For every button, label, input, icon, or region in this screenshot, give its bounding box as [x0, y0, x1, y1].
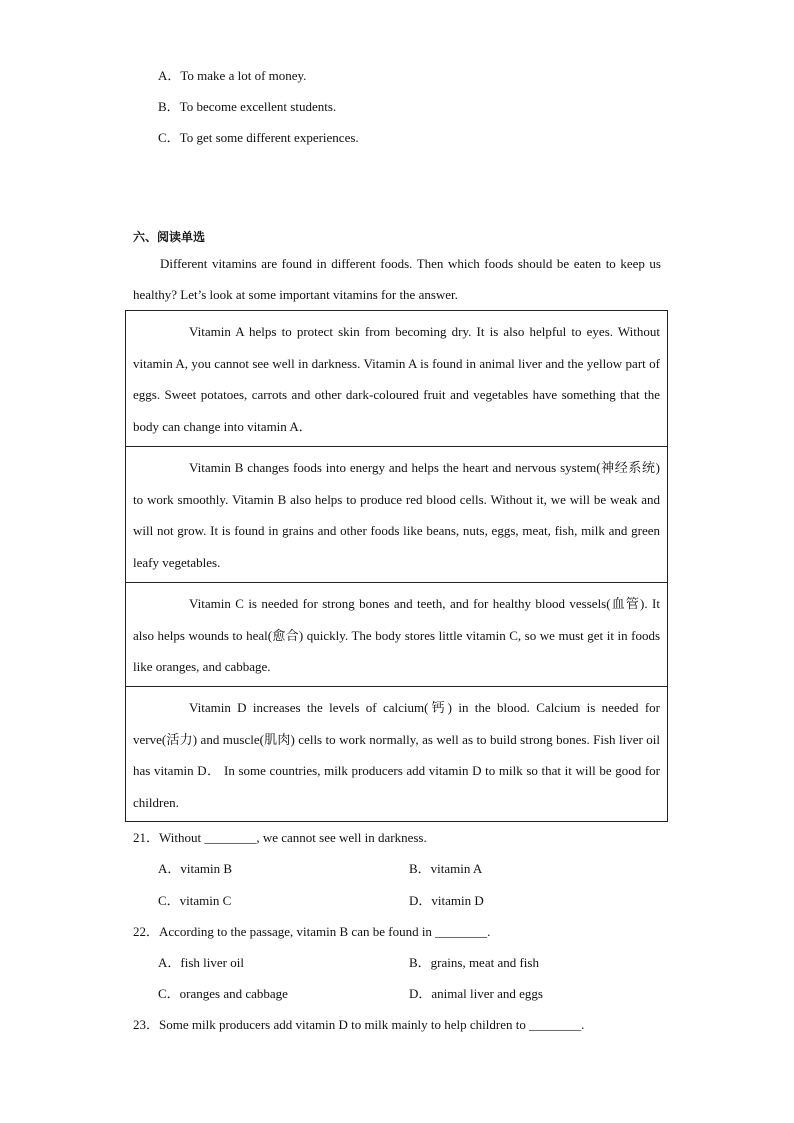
- question-21-stem: 21．Without ________, we cannot see well in darkness.: [133, 830, 427, 845]
- table-row-vitamin-a: [126, 311, 667, 447]
- question-22-option-b[interactable]: B．grains, meat and fish: [409, 955, 539, 970]
- question-21-option-c[interactable]: C．vitamin C: [158, 893, 232, 908]
- question-23-stem: 23．Some milk producers add vitamin D to milk mainly to help children to ________.: [133, 1017, 585, 1032]
- table-row-text: Vitamin C is needed for strong bones and teeth, and for healthy blood vessels(血管). It also helps wounds to heal(愈合) quickly. The body stores little vitamin C, so we must get it in foods like oranges, and cabbage.: [133, 596, 660, 674]
- prev-option-b: B．To become excellent students.: [158, 99, 337, 114]
- table-row-vitamin-c: [126, 583, 667, 687]
- section-title: 六、阅读单选: [133, 230, 206, 244]
- prev-option-c: C．To get some different experiences.: [158, 130, 359, 145]
- question-21-option-d[interactable]: D．vitamin D: [409, 893, 484, 908]
- passage-table: [125, 310, 668, 822]
- question-22-option-d[interactable]: D．animal liver and eggs: [409, 986, 543, 1001]
- question-21-option-b[interactable]: B．vitamin A: [409, 861, 483, 876]
- question-22-option-a[interactable]: A．fish liver oil: [158, 955, 244, 970]
- prev-option-a: A．To make a lot of money.: [158, 68, 307, 83]
- table-row-vitamin-b: [126, 447, 667, 583]
- table-row-vitamin-d: [126, 687, 667, 821]
- table-row-text: Vitamin B changes foods into energy and helps the heart and nervous system(神经系统) to work smoothly. Vitamin B also helps to produce red blood cells. Without it, we will be weak and will not grow. It is found in grains and other foods like beans, nuts, eggs, meat, fish, milk and green leafy vegetables.: [133, 460, 660, 570]
- intro-paragraph: Different vitamins are found in different foods. Then which foods should be eaten to keep us healthy? Let’s look at some important vitamins for the answer.: [133, 256, 661, 302]
- question-22-stem: 22．According to the passage, vitamin B can be found in ________.: [133, 924, 491, 939]
- table-row-text: Vitamin D increases the levels of calcium(钙) in the blood. Calcium is needed for verve(活力) and muscle(肌肉) cells to work normally, as well as to build strong bones. Fish liver oil has vitamin D． In some countries, milk producers add vitamin D to milk so that it will be good for children.: [133, 700, 660, 810]
- question-22-option-c[interactable]: C．oranges and cabbage: [158, 986, 288, 1001]
- question-21-option-a[interactable]: A．vitamin B: [158, 861, 233, 876]
- table-row-text: Vitamin A helps to protect skin from becoming dry. It is also helpful to eyes. Without vitamin A, you cannot see well in darkness. Vitamin A is found in animal liver and the yellow part of eggs. Sweet potatoes, carrots and other dark-coloured fruit and vegetables have something that the body can change into vitamin A．: [133, 324, 660, 434]
